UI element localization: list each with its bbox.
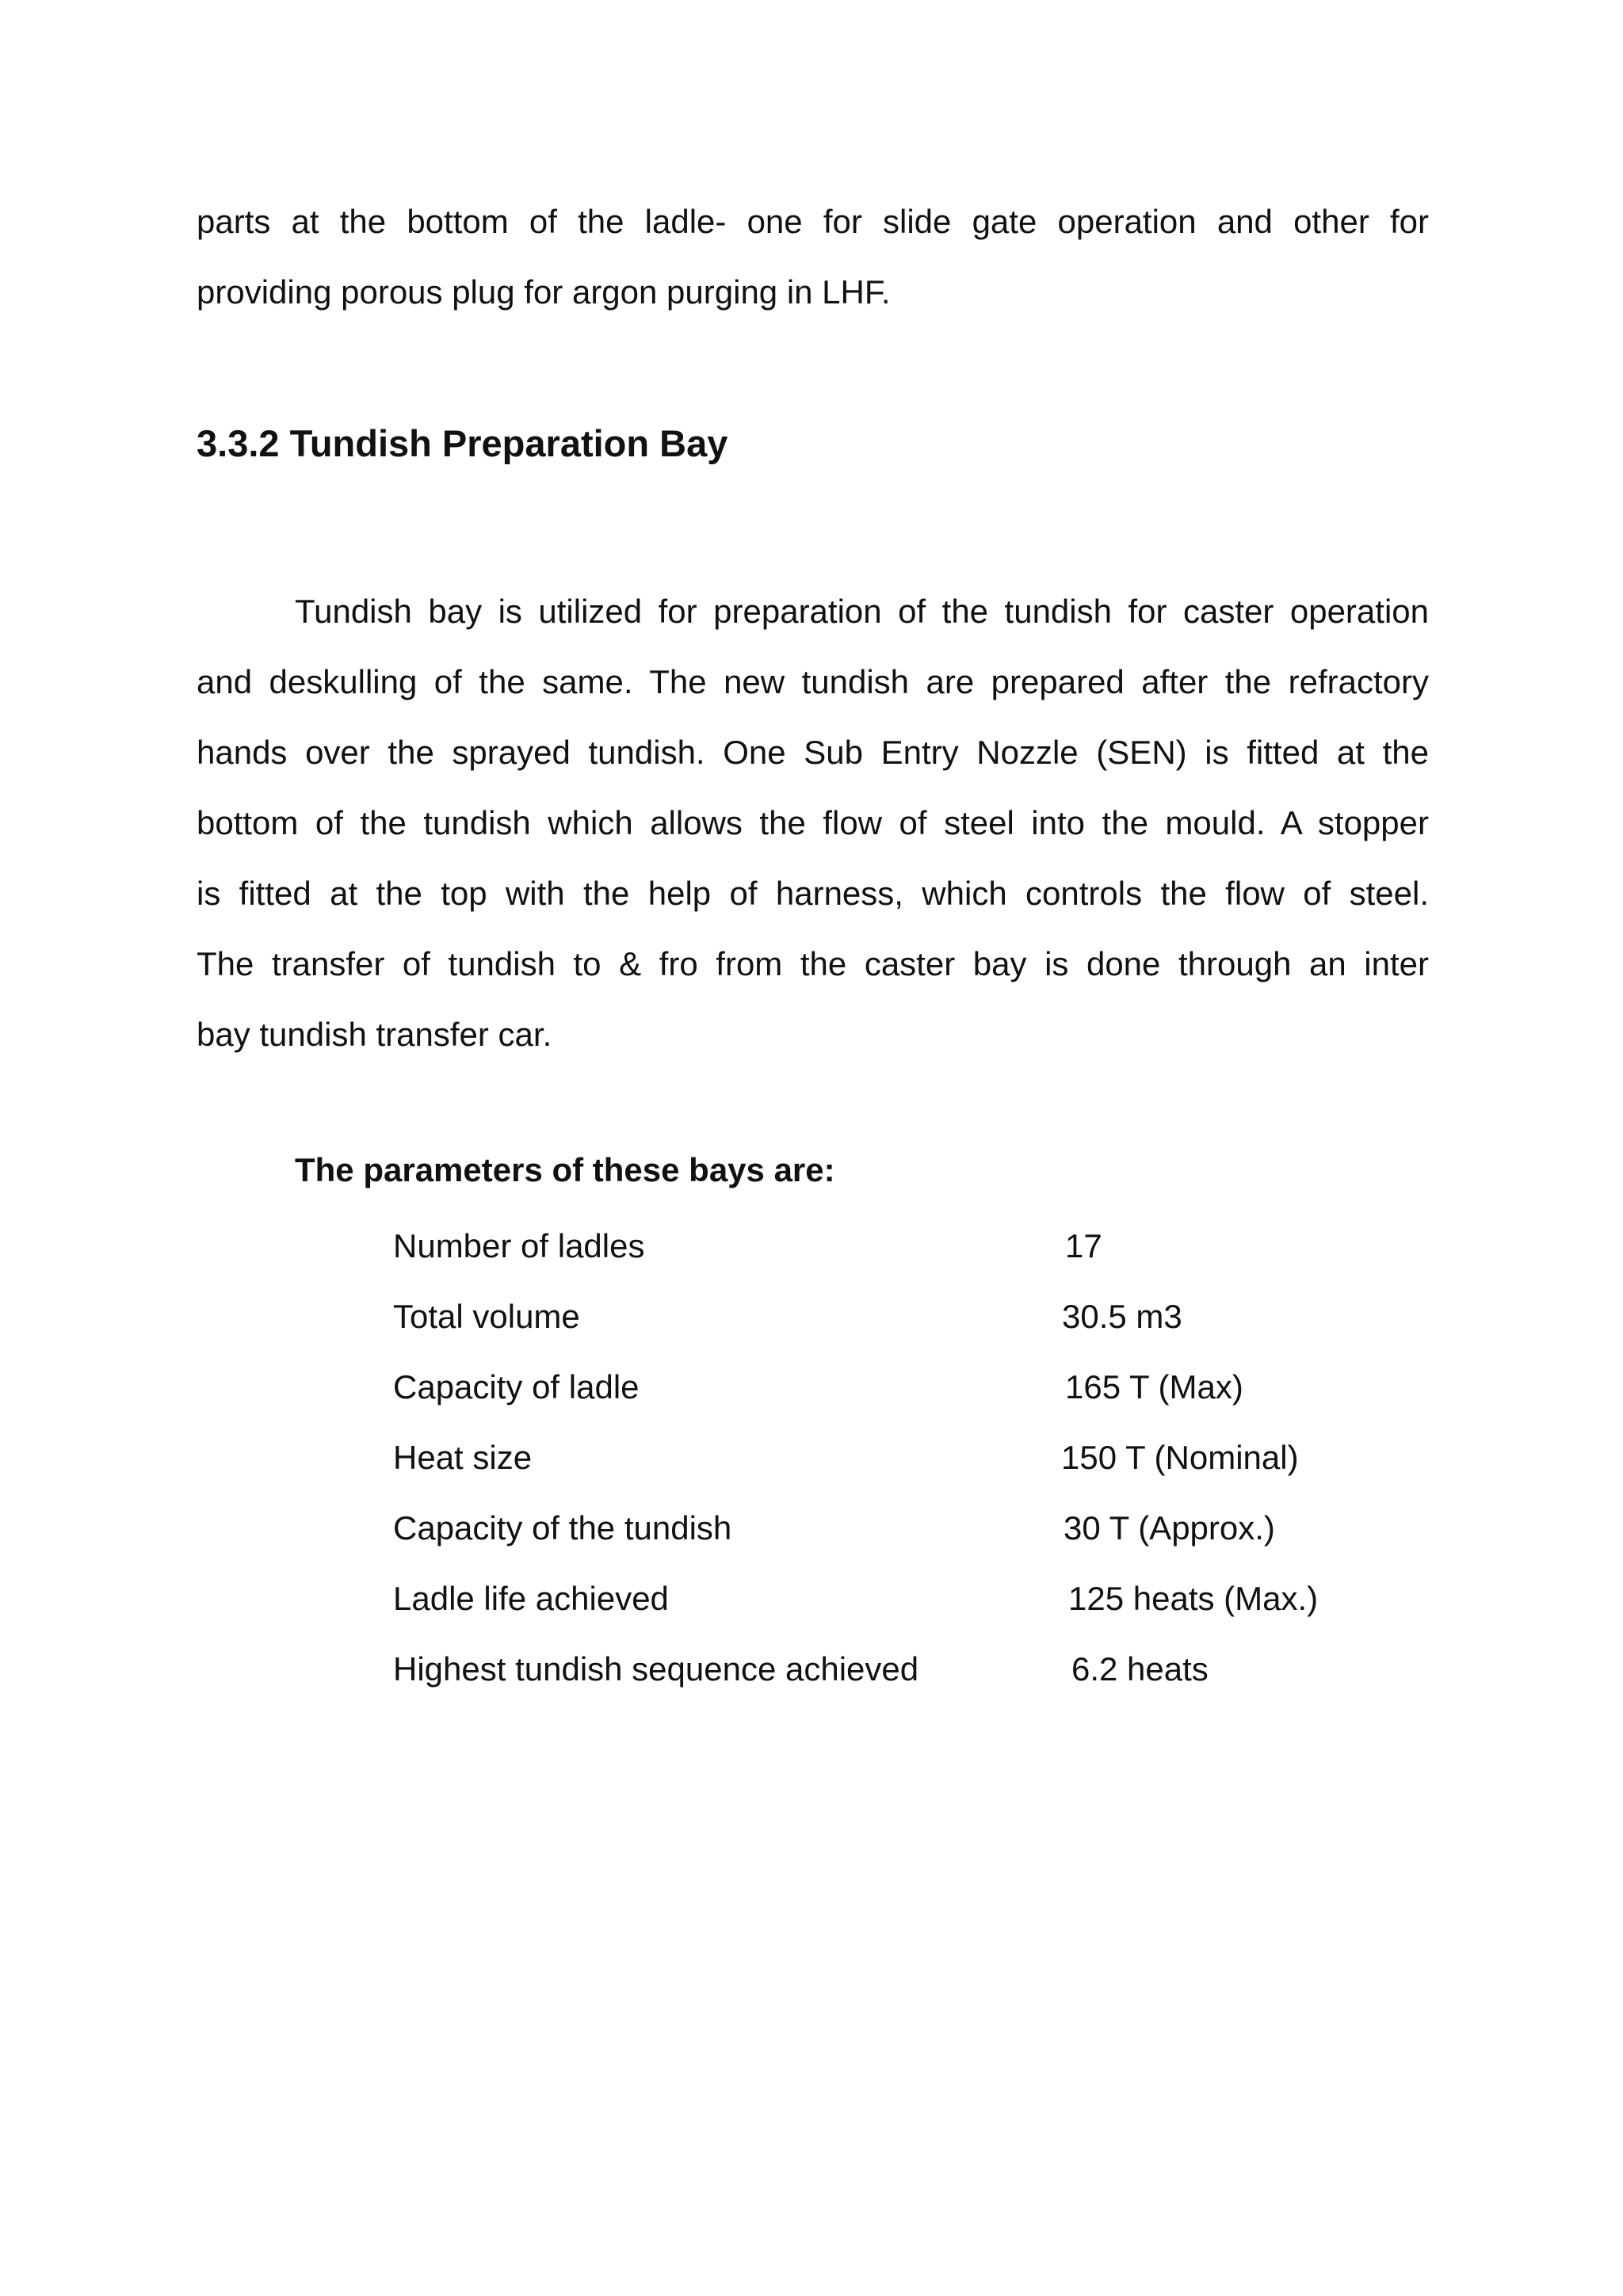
body-line-7: bay tundish transfer car. bbox=[197, 1016, 552, 1053]
parameter-row bbox=[393, 1563, 1423, 1634]
parameter-row bbox=[393, 1422, 1423, 1493]
section-heading: 3.3.2 Tundish Preparation Bay bbox=[197, 422, 728, 464]
body-line-2: and deskulling of the same. The new tundish are prepared after the refractory bbox=[197, 663, 1429, 700]
body-line-5: is fitted at the top with the help of harness, which controls the flow of steel. bbox=[197, 875, 1429, 912]
parameter-value: 165 T (Max) bbox=[1065, 1368, 1243, 1405]
body-line-3: hands over the sprayed tundish. One Sub Entry Nozzle (SEN) is fitted at the bbox=[197, 734, 1429, 771]
parameter-label: Number of ladles bbox=[393, 1227, 645, 1264]
parameters-title: The parameters of these bays are: bbox=[295, 1151, 835, 1188]
body-line-6: The transfer of tundish to & fro from the caster bay is done through an inter bbox=[197, 945, 1429, 982]
parameter-row bbox=[393, 1493, 1423, 1563]
parameter-row bbox=[393, 1634, 1423, 1704]
parameter-value: 30.5 m3 bbox=[1062, 1298, 1182, 1335]
parameter-row bbox=[393, 1352, 1423, 1422]
intro-line-2: providing porous plug for argon purging in LHF. bbox=[197, 273, 891, 311]
intro-line-1: parts at the bottom of the ladle- one for slide gate operation and other for bbox=[197, 203, 1429, 240]
parameter-label: Highest tundish sequence achieved bbox=[393, 1650, 919, 1688]
body-line-4: bottom of the tundish which allows the flow of steel into the mould. A stopper bbox=[197, 804, 1429, 841]
parameter-value: 6.2 heats bbox=[1071, 1650, 1209, 1688]
body-line-1: Tundish bay is utilized for preparation of the tundish for caster operation bbox=[295, 593, 1429, 630]
parameter-label: Capacity of ladle bbox=[393, 1368, 640, 1405]
parameter-label: Total volume bbox=[393, 1298, 580, 1335]
parameter-value: 30 T (Approx.) bbox=[1064, 1509, 1275, 1547]
parameter-label: Ladle life achieved bbox=[393, 1580, 669, 1617]
parameter-value: 125 heats (Max.) bbox=[1068, 1580, 1319, 1617]
parameter-label: Capacity of the tundish bbox=[393, 1509, 732, 1547]
parameter-label: Heat size bbox=[393, 1439, 533, 1476]
parameter-row bbox=[393, 1211, 1423, 1281]
parameter-value: 17 bbox=[1065, 1227, 1102, 1264]
parameter-value: 150 T (Nominal) bbox=[1061, 1439, 1299, 1476]
parameter-row bbox=[393, 1281, 1423, 1352]
